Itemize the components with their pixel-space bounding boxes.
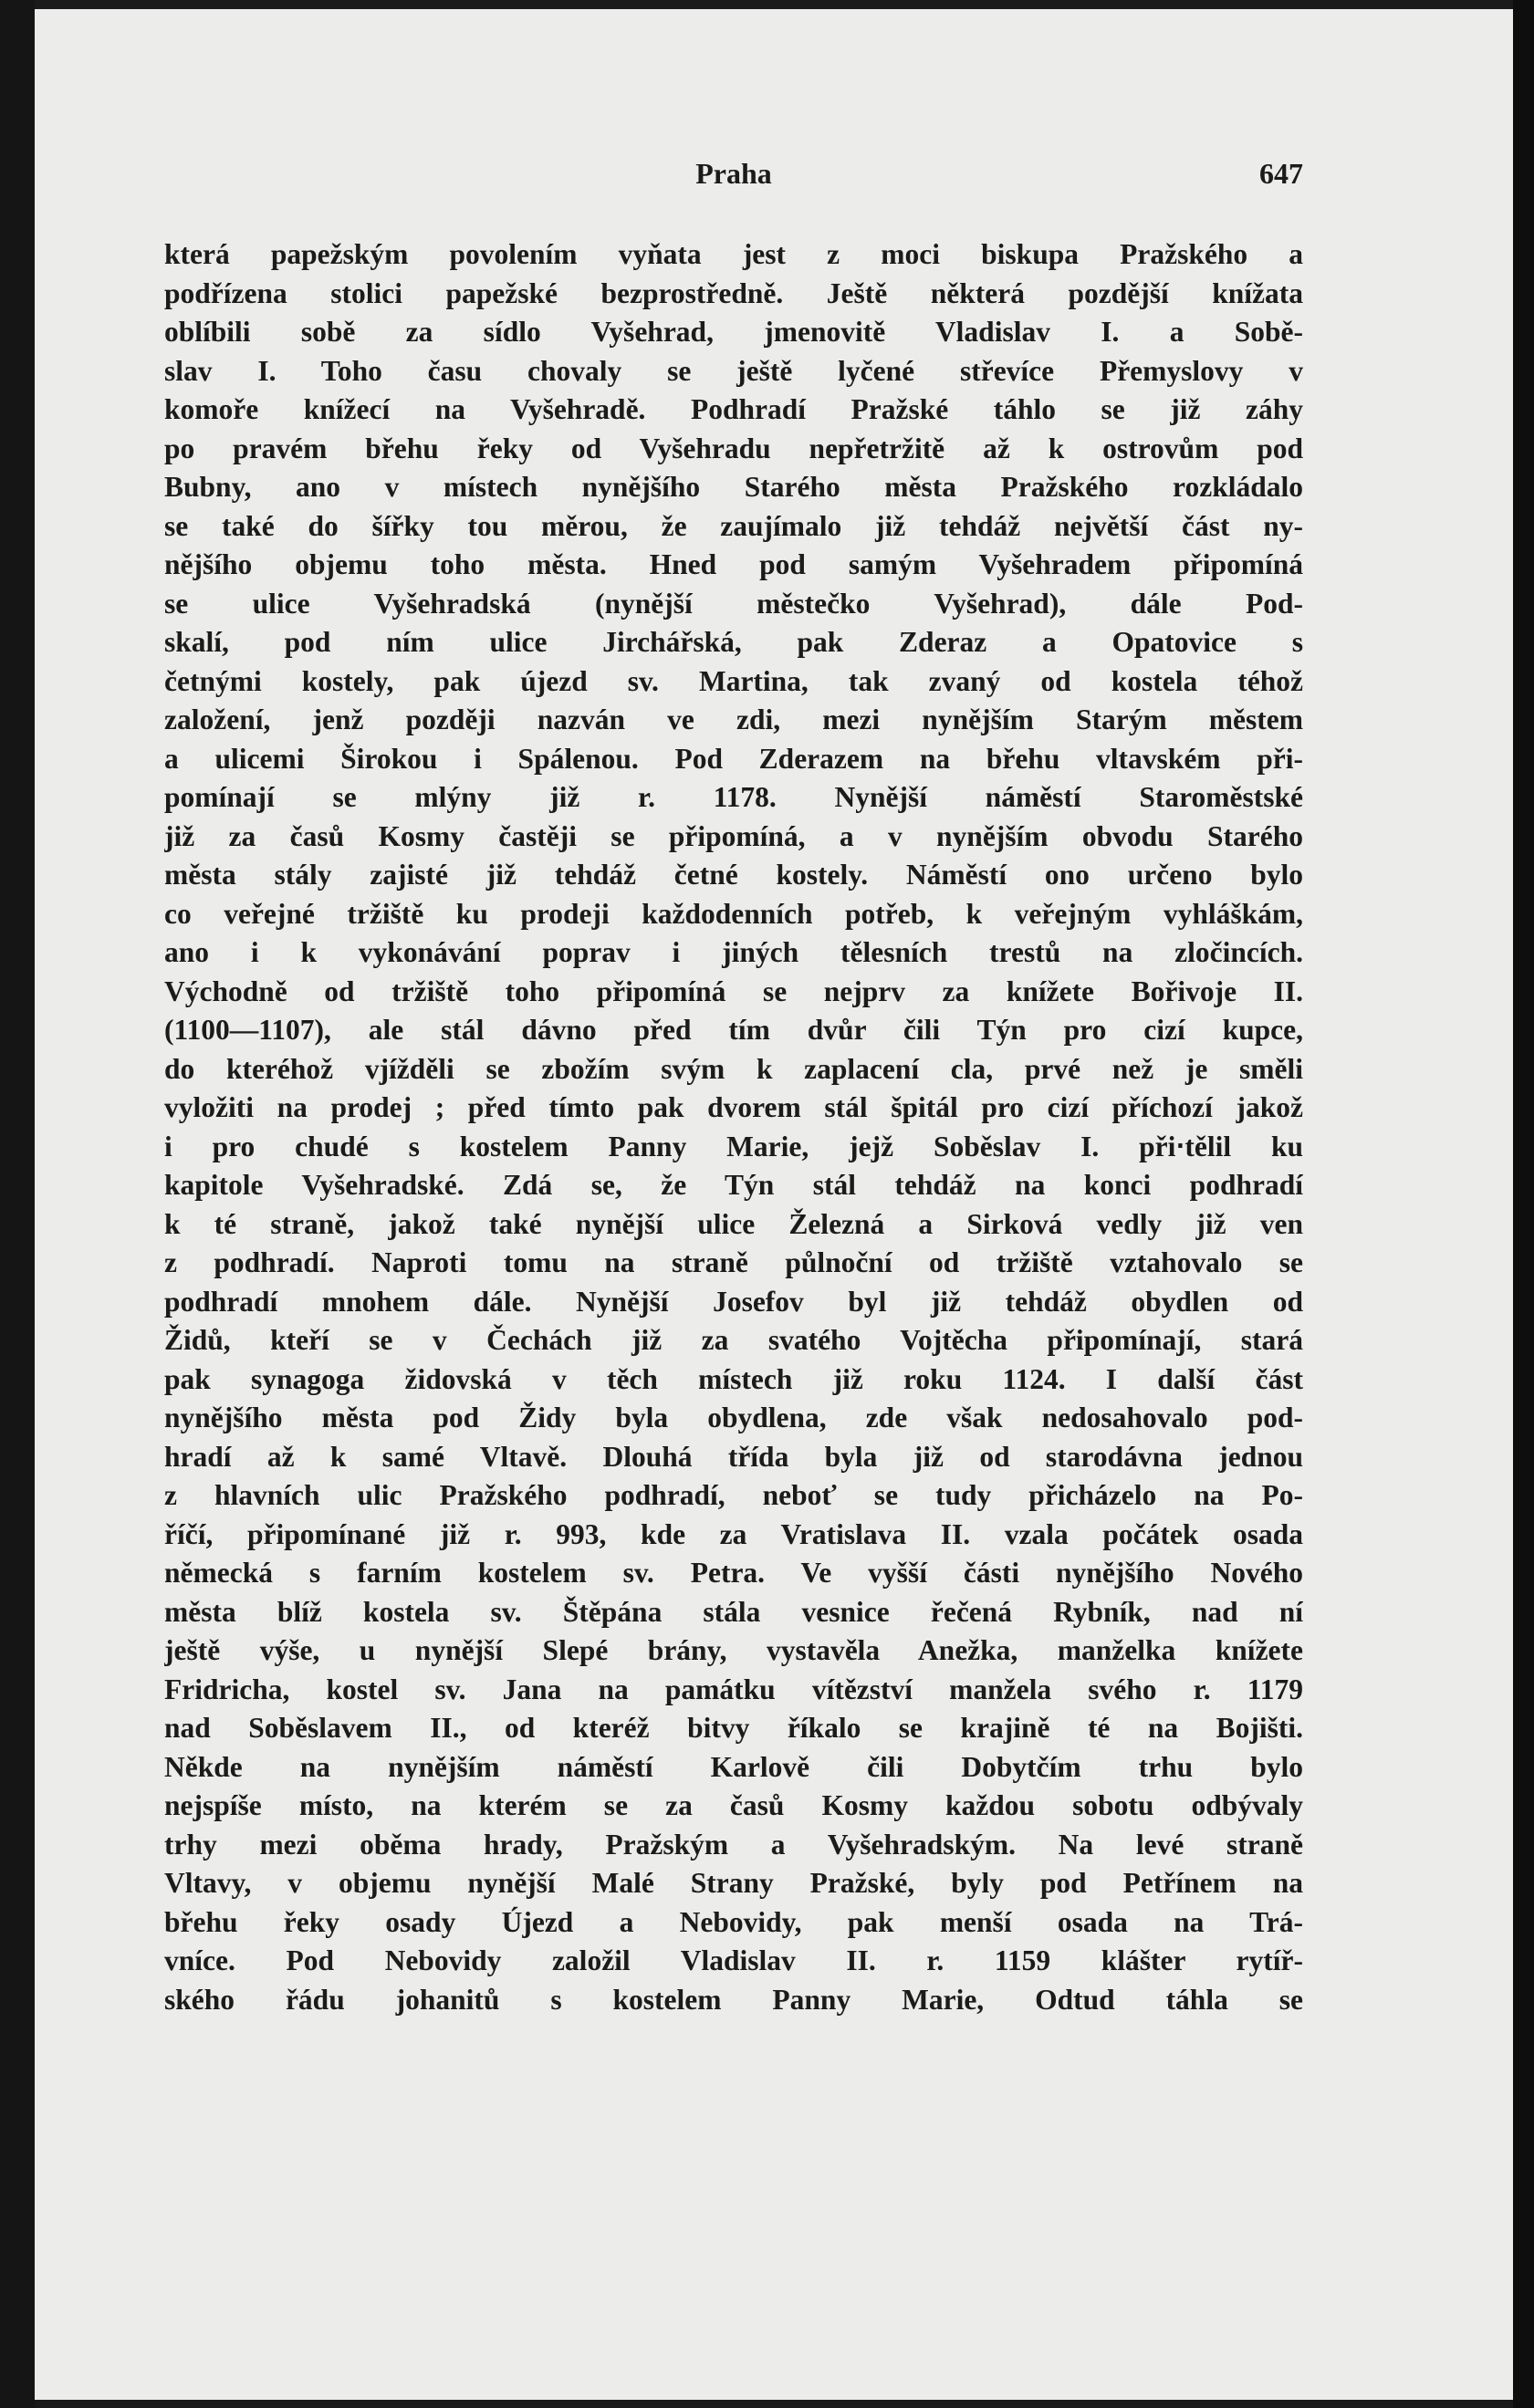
text-line: komoře knížecí na Vyšehradě. Podhradí Pražské táhlo se již záhy — [164, 393, 1303, 425]
text-line: i pro chudé s kostelem Panny Marie, jejž Soběslav I. při‧tělil ku — [164, 1130, 1303, 1162]
text-line: z hlavních ulic Pražského podhradí, neboť se tudy přicházelo na Po- — [164, 1479, 1303, 1511]
text-line: (1100—1107), ale stál dávno před tím dvůr čili Týn pro cizí kupce, — [164, 1014, 1303, 1046]
running-head: Praha — [695, 157, 772, 190]
text-line: vníce. Pod Nebovidy založil Vladislav II. r. 1159 klášter rytíř- — [164, 1944, 1303, 1976]
text-line: břehu řeky osady Újezd a Nebovidy, pak menší osada na Trá- — [164, 1905, 1303, 1938]
text-line: ano i k vykonávání poprav i jiných tělesních trestů na zločincích. — [164, 936, 1303, 968]
text-line: ještě výše, u nynější Slepé brány, vystavěla Anežka, manželka knížete — [164, 1634, 1303, 1666]
text-line: pomínají se mlýny již r. 1178. Nynější náměstí Staroměstské — [164, 781, 1303, 813]
text-line: nějšího objemu toho města. Hned pod samým Vyšehradem připomíná — [164, 548, 1303, 580]
text-line: slav I. Toho času chovaly se ještě lyčené střevíce Přemyslovy v — [164, 354, 1303, 387]
text-line: nejspíše místo, na kterém se za časů Kosmy každou sobotu odbývaly — [164, 1789, 1303, 1821]
page-number: 647 — [1259, 157, 1303, 190]
text-line: pak synagoga židovská v těch místech již roku 1124. I další část — [164, 1362, 1303, 1395]
text-line: k té straně, jakož také nynější ulice Železná a Sirková vedly již ven — [164, 1207, 1303, 1240]
text-line: německá s farním kostelem sv. Petra. Ve vyšší části nynějšího Nového — [164, 1557, 1303, 1589]
text-line: ského řádu johanitů s kostelem Panny Marie, Odtud táhla se — [164, 1983, 1303, 2016]
text-line: Židů, kteří se v Čechách již za svatého Vojtěcha připomínají, stará — [164, 1324, 1303, 1356]
scan-right-edge — [1513, 0, 1534, 2408]
text-line: vyložiti na prodej ; před tímto pak dvorem stál špitál pro cizí příchozí jakož — [164, 1091, 1303, 1123]
text-line: trhy mezi oběma hrady, Pražským a Vyšehradským. Na levé straně — [164, 1828, 1303, 1861]
text-line: již za časů Kosmy častěji se připomíná, a v nynějším obvodu Starého — [164, 819, 1303, 852]
text-line: se také do šířky tou měrou, že zaujímalo již tehdáž největší část ny- — [164, 509, 1303, 542]
text-line: nynějšího města pod Židy byla obydlena, zde však nedosahovalo pod- — [164, 1402, 1303, 1433]
text-line: podhradí mnohem dále. Nynější Josefov byl již tehdáž obydlen od — [164, 1285, 1303, 1318]
body-text — [164, 235, 1303, 2019]
text-line: do kteréhož vjížděli se zbožím svým k zaplacení cla, prvé než je směli — [164, 1052, 1303, 1085]
text-line: oblíbili sobě za sídlo Vyšehrad, jmenovitě Vladislav I. a Sobě- — [164, 316, 1303, 348]
text-line: skalí, pod ním ulice Jirchářská, pak Zderaz a Opatovice s — [164, 626, 1303, 658]
page-header — [164, 157, 1303, 199]
text-line: kapitole Vyšehradské. Zdá se, že Týn stál tehdáž na konci podhradí — [164, 1169, 1303, 1201]
text-line: Vltavy, v objemu nynější Malé Strany Pražské, byly pod Petřínem na — [164, 1867, 1303, 1899]
text-line: Východně od tržiště toho připomíná se nejprv za knížete Bořivoje II. — [164, 975, 1303, 1007]
text-line: hradí až k samé Vltavě. Dlouhá třída byla již od starodávna jednou — [164, 1440, 1303, 1473]
text-line: nad Soběslavem II., od kteréž bitvy říkalo se krajině té na Bojišti. — [164, 1712, 1303, 1744]
text-line: Někde na nynějším náměstí Karlově čili Dobytčím trhu bylo — [164, 1750, 1303, 1783]
text-line: četnými kostely, pak újezd sv. Martina, tak zvaný od kostela téhož — [164, 664, 1303, 697]
text-line: z podhradí. Naproti tomu na straně půlnoční od tržiště vztahovalo se — [164, 1246, 1303, 1278]
text-line: Bubny, ano v místech nynějšího Starého města Pražského rozkládalo — [164, 471, 1303, 503]
scan-left-edge — [0, 0, 35, 2408]
text-line: po pravém břehu řeky od Vyšehradu nepřetržitě až k ostrovům pod — [164, 432, 1303, 464]
text-line: města stály zajisté již tehdáž četné kostely. Náměstí ono určeno bylo — [164, 859, 1303, 891]
text-line: říčí, připomínané již r. 993, kde za Vratislava II. vzala počátek osada — [164, 1517, 1303, 1550]
text-line: založení, jenž později nazván ve zdi, mezi nynějším Starým městem — [164, 704, 1303, 735]
text-line: co veřejné tržiště ku prodeji každodenních potřeb, k veřejným vyhláškám, — [164, 897, 1303, 930]
text-line: Fridricha, kostel sv. Jana na památku vítězství manžela svého r. 1179 — [164, 1673, 1303, 1705]
text-line: se ulice Vyšehradská (nynější městečko Vyšehrad), dále Pod- — [164, 587, 1303, 620]
text-line: podřízena stolici papežské bezprostředně. Ještě některá pozdější knížata — [164, 276, 1303, 309]
text-line: a ulicemi Širokou i Spálenou. Pod Zderazem na břehu vltavském při- — [164, 742, 1303, 775]
text-line: která papežským povolením vyňata jest z moci biskupa Pražského a — [164, 238, 1303, 270]
text-line: města blíž kostela sv. Štěpána stála vesnice řečená Rybník, nad ní — [164, 1595, 1303, 1628]
